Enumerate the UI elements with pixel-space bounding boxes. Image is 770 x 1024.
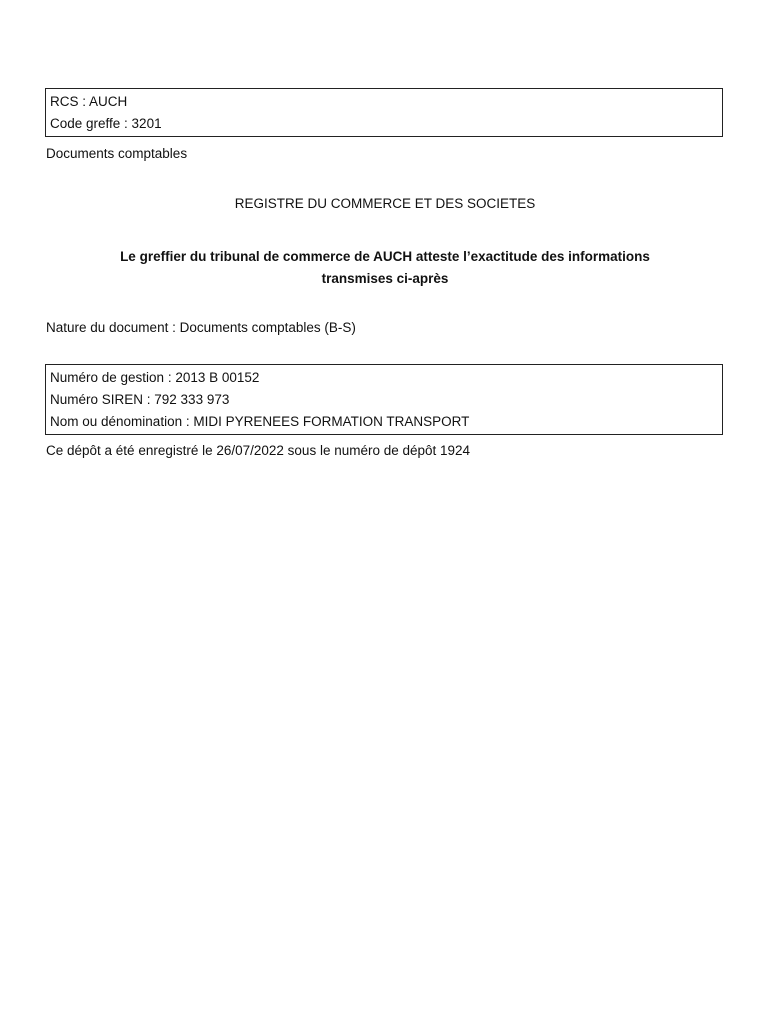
numero-gestion-line: Numéro de gestion : 2013 B 00152: [50, 370, 260, 385]
registry-header-box: [45, 88, 723, 137]
attestation-statement: [70, 246, 700, 290]
document-type-label: Documents comptables: [46, 146, 188, 161]
numero-siren-line: Numéro SIREN : 792 333 973: [50, 392, 230, 407]
registry-title: REGISTRE DU COMMERCE ET DES SOCIETES: [234, 196, 536, 211]
company-info-box: [45, 364, 723, 435]
document-nature-line: Nature du document : Documents comptables (B-S): [46, 320, 356, 335]
deposit-record-line: Ce dépôt a été enregistré le 26/07/2022 sous le numéro de dépôt 1924: [46, 443, 471, 458]
rcs-line: RCS : AUCH: [50, 94, 128, 109]
attestation-line-2: transmises ci-après: [321, 271, 449, 286]
denomination-line: Nom ou dénomination : MIDI PYRENEES FORMATION TRANSPORT: [50, 414, 470, 429]
code-greffe-line: Code greffe : 3201: [50, 116, 162, 131]
attestation-line-1: Le greffier du tribunal de commerce de AUCH atteste l’exactitude des informations: [120, 249, 650, 264]
